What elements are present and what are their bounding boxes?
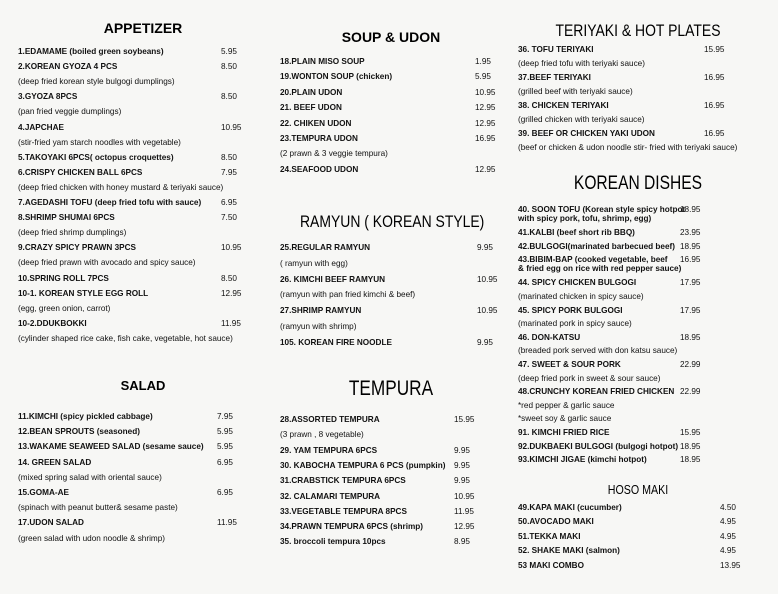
item-name: 48.CRUNCHY KOREAN FRIED CHICKEN <box>518 387 675 397</box>
item-name: 45. SPICY PORK BULGOGI <box>518 305 623 315</box>
item-description: (pan fried veggie dumplings) <box>18 107 122 117</box>
item-description: (mixed spring salad with oriental sauce) <box>18 472 162 482</box>
item-price: 9.95 <box>477 243 493 252</box>
item-price: 15.95 <box>704 45 725 54</box>
item-description: (deep fried shrimp dumplings) <box>18 228 127 238</box>
item-name: 7.AGEDASHI TOFU (deep fried tofu with sauce) <box>18 198 202 207</box>
item-description: (3 prawn , 8 vegetable) <box>280 430 364 440</box>
item-price: 17.95 <box>680 305 701 315</box>
item-price: 9.95 <box>454 445 470 455</box>
item-name: 26. KIMCHI BEEF RAMYUN <box>280 274 386 284</box>
item-price: 6.95 <box>217 488 233 497</box>
item-price: 16.95 <box>680 255 701 265</box>
item-price: 12.95 <box>475 103 496 113</box>
item-name: 41.KALBI (beef short rib BBQ) <box>518 228 635 238</box>
item-price: 7.95 <box>217 412 233 421</box>
item-description: (egg, green onion, carrot) <box>18 303 111 313</box>
item-name: 22. CHIKEN UDON <box>280 118 352 128</box>
item-price: 13.95 <box>720 560 741 570</box>
item-name: 44. SPICY CHICKEN BULGOGI <box>518 278 637 288</box>
item-name: 50.AVOCADO MAKI <box>518 517 594 527</box>
item-price: 7.50 <box>221 213 237 223</box>
item-price: 11.95 <box>221 318 241 328</box>
item-price: 16.95 <box>704 129 725 138</box>
item-price: 4.95 <box>720 546 736 556</box>
appetizer-heading: APPETIZER <box>103 20 183 36</box>
item-description: (beef or chicken & udon noodle stir- fried with teriyaki sauce) <box>518 143 738 152</box>
item-description: (grilled chicken with teriyaki sauce) <box>518 115 645 124</box>
item-name: 32. CALAMARI TEMPURA <box>280 491 381 501</box>
item-name: 29. YAM TEMPURA 6PCS <box>280 445 378 455</box>
item-name: 13.WAKAME SEAWEED SALAD (sesame sauce) <box>18 442 204 452</box>
item-price: 12.95 <box>475 118 496 128</box>
soup-heading: SOUP & UDON <box>341 29 441 45</box>
item-name: 49.KAPA MAKI (cucumber) <box>518 503 622 512</box>
item-price: 10.95 <box>221 122 242 132</box>
item-description: (green salad with udon noodle & shrimp) <box>18 533 166 543</box>
item-name: 10-2.DDUKBOKKI <box>18 318 87 328</box>
item-description: (ramyun with shrimp) <box>280 322 357 331</box>
item-name: 6.CRISPY CHICKEN BALL 6PCS <box>18 167 143 177</box>
item-description: (deep fried prawn with avocado and spicy sauce) <box>18 258 196 268</box>
item-name: 53 MAKI COMBO <box>518 560 584 570</box>
item-name: 4.JAPCHAE <box>18 122 64 132</box>
item-description: ( ramyun with egg) <box>280 258 348 268</box>
item-description: (deep fried pork in sweet & sour sauce) <box>518 373 661 383</box>
item-price: 8.50 <box>221 92 237 102</box>
item-price: 8.50 <box>221 62 237 72</box>
item-name: 35. broccoli tempura 10pcs <box>280 537 386 547</box>
item-name-continued: & fried egg on rice with red pepper sauce) <box>518 264 682 274</box>
item-price: 16.95 <box>704 73 725 82</box>
item-name: 19.WONTON SOUP (chicken) <box>280 72 393 82</box>
item-name: 93.KIMCHI JIGAE (kimchi hotpot) <box>518 455 647 465</box>
item-price: 10.95 <box>221 243 242 253</box>
item-name: 27.SHRIMP RAMYUN <box>280 306 362 316</box>
item-name: 46. DON-KATSU <box>518 332 581 342</box>
item-price: 15.95 <box>680 428 701 438</box>
item-price: 23.95 <box>680 228 701 238</box>
item-description: (deep fried chicken with honey mustard & teriyaki sauce) <box>18 182 224 192</box>
item-name: 51.TEKKA MAKI <box>518 531 581 541</box>
item-name: 42.BULGOGI(marinated barbecued beef) <box>518 241 675 251</box>
item-description: (stir-fried yam starch noodles with vegetable) <box>18 137 181 147</box>
item-name: 2.KOREAN GYOZA 4 PCS <box>18 62 118 72</box>
item-description: *sweet soy & garlic sauce <box>518 414 612 424</box>
item-name: 52. SHAKE MAKI (salmon) <box>518 546 620 556</box>
item-name: 1.EDAMAME (boiled green soybeans) <box>18 47 164 56</box>
item-price: 10.95 <box>477 274 498 284</box>
item-price: 17.95 <box>680 278 701 288</box>
item-price: 8.50 <box>221 152 237 162</box>
item-name: 15.GOMA-AE <box>18 488 69 497</box>
item-description: (deep fried tofu with teriyaki sauce) <box>518 59 645 68</box>
item-price: 18.95 <box>680 241 701 251</box>
item-name: 47. SWEET & SOUR PORK <box>518 360 621 370</box>
item-price: 16.95 <box>475 134 496 143</box>
item-name: 24.SEAFOOD UDON <box>280 164 359 174</box>
item-name: 10.SPRING ROLL 7PCS <box>18 273 109 283</box>
item-description: (ramyun with pan fried kimchi & beef) <box>280 290 416 300</box>
item-price: 4.50 <box>720 503 736 512</box>
tempura-heading: TEMPURA <box>348 377 434 400</box>
item-price: 9.95 <box>454 476 470 486</box>
item-price: 1.95 <box>475 57 491 66</box>
item-price: 15.95 <box>454 415 475 424</box>
item-price: 8.50 <box>221 273 237 283</box>
item-name: 91. KIMCHI FRIED RICE <box>518 428 610 438</box>
item-name: 36. TOFU TERIYAKI <box>518 45 594 54</box>
item-price: 10.95 <box>475 87 496 97</box>
item-name: 23.TEMPURA UDON <box>280 134 358 143</box>
item-description: (marinated chicken in spicy sauce) <box>518 292 644 302</box>
item-description: (deep fried korean style bulgogi dumplings) <box>18 77 175 87</box>
item-price: 6.95 <box>221 198 237 207</box>
item-name: 21. BEEF UDON <box>280 103 342 113</box>
item-price: 22.99 <box>680 387 701 397</box>
item-name: 10-1. KOREAN STYLE EGG ROLL <box>18 288 149 298</box>
item-price: 4.95 <box>720 531 736 541</box>
item-price: 16.95 <box>704 101 725 110</box>
item-name: 3.GYOZA 8PCS <box>18 92 78 102</box>
item-price: 11.95 <box>454 506 474 516</box>
item-description: (breaded pork served with don katsu sauce) <box>518 346 678 356</box>
item-description: (spinach with peanut butter& sesame paste) <box>18 503 178 513</box>
item-price: 18.95 <box>680 332 701 342</box>
item-price: 10.95 <box>454 491 475 501</box>
item-price: 12.95 <box>454 522 475 532</box>
item-price: 11.95 <box>217 518 237 528</box>
item-price: 7.95 <box>221 167 237 177</box>
item-name-continued: with spicy pork, tofu, shrimp, egg) <box>518 214 652 223</box>
item-price: 8.95 <box>454 537 470 547</box>
item-price: 12.95 <box>221 288 242 298</box>
item-name: 105. KOREAN FIRE NOODLE <box>280 337 392 347</box>
item-price: 4.95 <box>720 517 736 527</box>
item-name: 39. BEEF OR CHICKEN YAKI UDON <box>518 129 655 138</box>
item-name: 14. GREEN SALAD <box>18 457 92 467</box>
item-description: (cylinder shaped rice cake, fish cake, vegetable, hot sauce) <box>18 333 233 343</box>
item-name: 43.BIBIM-BAP (cooked vegetable, beef <box>518 255 668 265</box>
item-name: 28.ASSORTED TEMPURA <box>280 415 380 424</box>
item-name: 5.TAKOYAKI 6PCS( octopus croquettes) <box>18 152 174 162</box>
item-price: 5.95 <box>217 442 233 452</box>
item-name: 25.REGULAR RAMYUN <box>280 243 371 252</box>
korean-heading: KOREAN DISHES <box>573 173 703 194</box>
item-name: 18.PLAIN MISO SOUP <box>280 57 365 66</box>
item-name: 31.CRABSTICK TEMPURA 6PCS <box>280 476 406 486</box>
salad-heading: SALAD <box>120 378 166 393</box>
item-price: 18.95 <box>680 205 701 214</box>
item-name: 34.PRAWN TEMPURA 6PCS (shrimp) <box>280 522 423 532</box>
item-description: (2 prawn & 3 veggie tempura) <box>280 149 388 159</box>
item-price: 9.95 <box>454 460 470 470</box>
ramyun-heading: RAMYUN ( KOREAN STYLE) <box>299 212 485 231</box>
item-name: 30. KABOCHA TEMPURA 6 PCS (pumpkin) <box>280 460 446 470</box>
item-name: 38. CHICKEN TERIYAKI <box>518 101 609 110</box>
item-name: 8.SHRIMP SHUMAI 6PCS <box>18 213 115 223</box>
item-price: 6.95 <box>217 457 233 467</box>
item-price: 5.95 <box>217 427 233 437</box>
item-price: 12.95 <box>475 164 496 174</box>
item-name: 37.BEEF TERIYAKI <box>518 73 591 82</box>
item-price: 10.95 <box>477 306 498 316</box>
item-name: 40. SOON TOFU (Korean style spicy hotpot <box>518 205 686 214</box>
item-name: 9.CRAZY SPICY PRAWN 3PCS <box>18 243 136 253</box>
item-name: 20.PLAIN UDON <box>280 87 343 97</box>
item-price: 5.95 <box>221 47 237 56</box>
teriyaki-heading: TERIYAKI & HOT PLATES <box>555 21 721 40</box>
hoso-heading: HOSO MAKI <box>607 482 669 497</box>
item-price: 18.95 <box>680 441 701 451</box>
item-name: 17.UDON SALAD <box>18 518 84 528</box>
item-price: 5.95 <box>475 72 491 82</box>
item-price: 9.95 <box>477 337 493 347</box>
item-description: *red pepper & garlic sauce <box>518 400 615 410</box>
item-price: 18.95 <box>680 455 701 465</box>
item-name: 33.VEGETABLE TEMPURA 8PCS <box>280 506 407 516</box>
item-description: (grilled beef with teriyaki sauce) <box>518 87 633 96</box>
item-description: (marinated pork in spicy sauce) <box>518 319 632 329</box>
item-name: 92.DUKBAEKI BULGOGI (bulgogi hotpot) <box>518 441 679 451</box>
item-name: 12.BEAN SPROUTS (seasoned) <box>18 427 140 437</box>
item-name: 11.KIMCHI (spicy pickled cabbage) <box>18 412 153 421</box>
item-price: 22.99 <box>680 360 701 370</box>
